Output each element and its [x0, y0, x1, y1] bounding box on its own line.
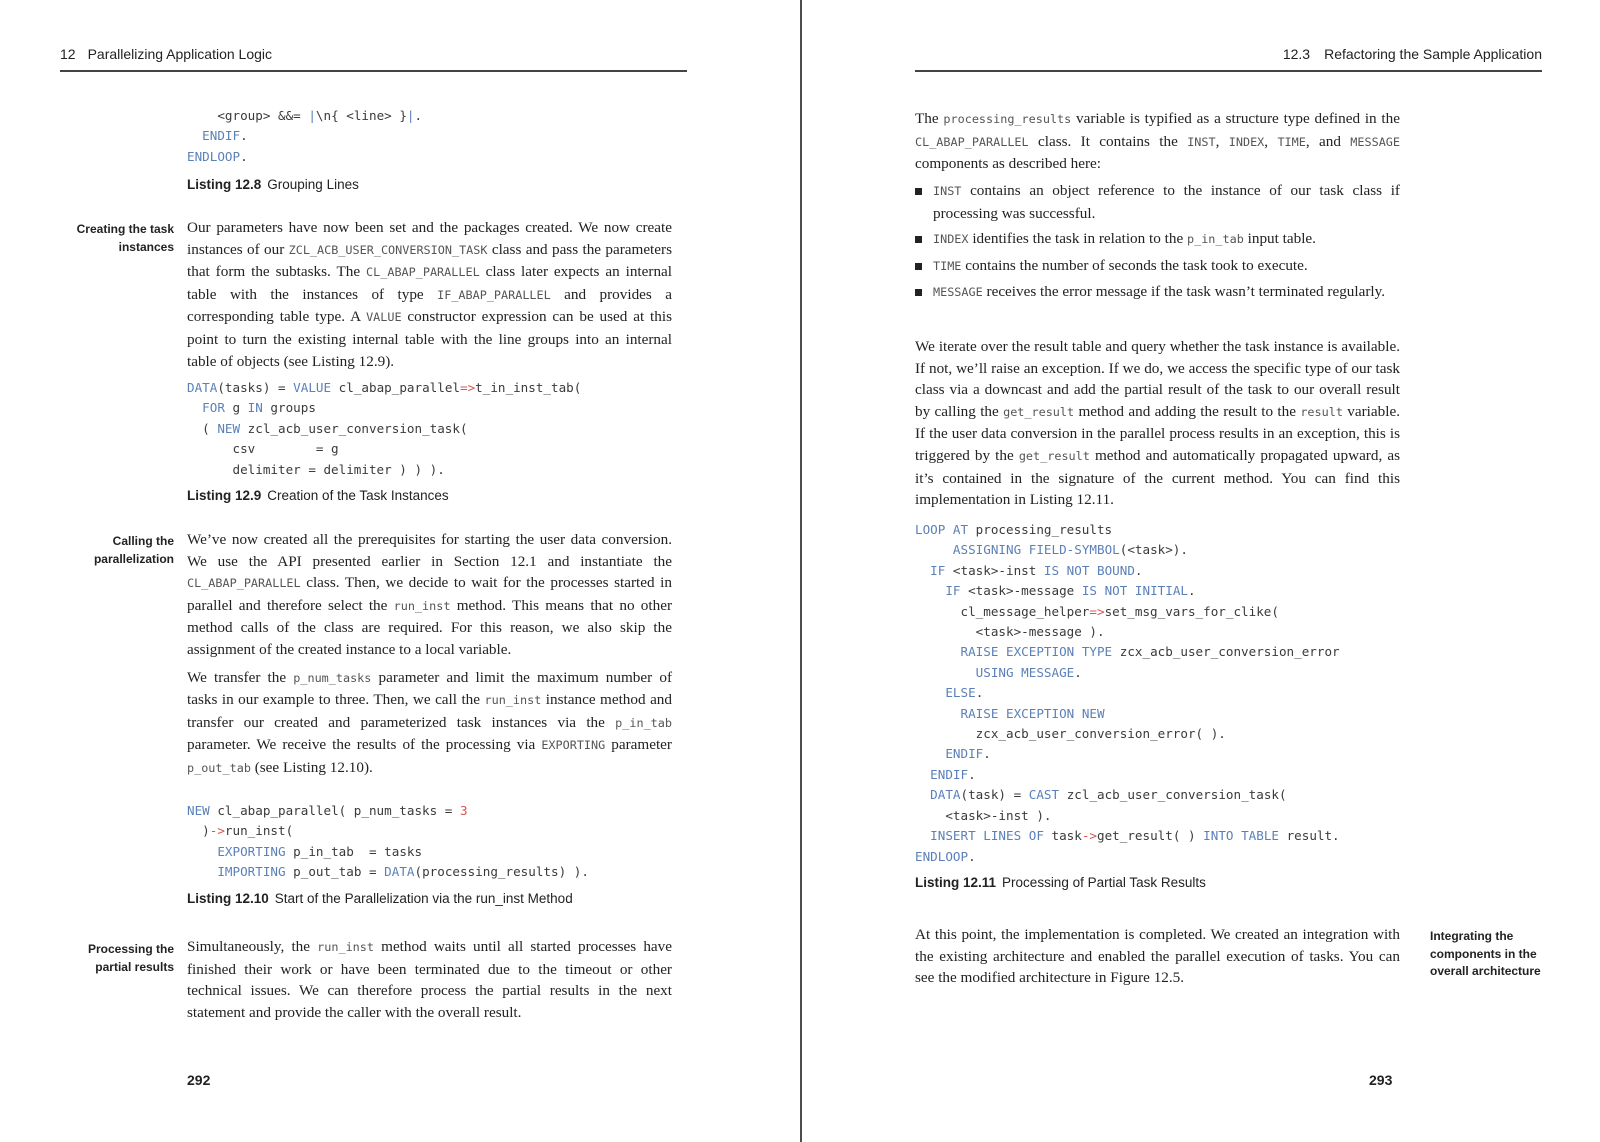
margin-note-creating: Creating the task instances	[76, 222, 174, 254]
code-block	[187, 106, 422, 167]
section-number: 12.3	[1282, 46, 1311, 62]
listing-12-11	[915, 520, 1340, 890]
listing-caption	[187, 891, 589, 906]
bullet-icon	[915, 188, 922, 195]
code-line: ENDIF.	[930, 766, 976, 782]
list-item: MESSAGE receives the error message if the task wasn’t terminated regularly.	[915, 281, 1400, 304]
margin-note-integrating: Integrating the components in the overall architecture	[1430, 929, 1541, 978]
bullet-icon	[915, 289, 922, 296]
code-line: ENDIF.	[202, 128, 248, 144]
caption-label: Listing 12.8	[187, 177, 262, 193]
listing-12-10	[187, 801, 589, 906]
code-line: <group> &&= |\n{ <line> }|.	[187, 108, 423, 123]
components-list	[915, 180, 1400, 308]
code-line: ENDLOOP.	[915, 848, 976, 864]
code-line: cl_message_helper=>set_msg_vars_for_clike(	[915, 603, 1279, 619]
code-line: )->run_inst(	[187, 823, 294, 839]
bullet-icon	[915, 236, 922, 243]
code-line: DATA(tasks) = VALUE cl_abap_parallel=>t_in_inst_tab(	[187, 380, 582, 395]
code-line: IF <task>-inst IS NOT BOUND.	[930, 562, 1143, 578]
code-line: FOR g IN groups	[202, 400, 316, 416]
paragraph-calling: We’ve now created all the prerequisites for starting the user data conversion. We use the API presented earlier in Section 12.1 and instantiate the CL_ABAP_PARALLEL class. Then, we decide to wait for the processes started in parallel and therefore select the run_inst method. This means that no other method calls of the class are required. For this reason, we also skip the assignment of the created instance to a local variable. We transfer the p_num_tasks parameter and limit the maximum number of tasks in our example to three. Then, we call the run_inst instance method and transfer our created and parameterized task instances via the p_in_tab parameter. We receive the results of the processing via EXPORTING parameter p_out_tab (see Listing 12.10).	[187, 531, 673, 776]
code-line: EXPORTING p_in_tab = tasks	[217, 843, 423, 859]
code-line: ( NEW zcl_acb_user_conversion_task(	[187, 420, 468, 436]
code-line: RAISE EXCEPTION TYPE zcx_acb_user_conversion_error	[960, 644, 1340, 660]
listing-caption	[187, 488, 581, 503]
code-line: RAISE EXCEPTION NEW	[960, 705, 1105, 721]
bullet-icon	[915, 263, 922, 270]
running-head-section	[915, 46, 1542, 72]
code-line: IF <task>-message IS NOT INITIAL.	[945, 583, 1196, 599]
code-line: csv = g	[187, 441, 339, 457]
code-line: delimiter = delimiter ) ) ).	[187, 461, 445, 477]
caption-text: Processing of Partial Task Results	[1002, 874, 1206, 890]
running-head-chapter	[60, 46, 687, 72]
page-number: 293	[1369, 1072, 1393, 1088]
paragraph-processing: Simultaneously, the run_inst method waits until all started processes have finished their work or have been terminated due to the timeout or other technical issues. We can therefore process the partial results in the next statement and provide the caller with the overall result.	[187, 938, 672, 1021]
paragraph-creating: Our parameters have now been set and the packages created. We now create instances of our ZCL_ACB_USER_CONVERSION_TASK class and pass the parameters that form the subtasks. The CL_ABAP_PARALLEL class later expects an internal table with the instances of type IF_ABAP_PARALLEL and provides a corresponding table type. A VALUE constructor expression can be used at this point to turn the existing internal table with the line groups into an internal table of objects (see Listing 12.9).	[187, 219, 672, 370]
code-line: IMPORTING p_out_tab = DATA(processing_results) ).	[217, 864, 589, 880]
code-line: <task>-message ).	[915, 624, 1105, 640]
listing-12-9	[187, 378, 581, 503]
code-line: INSERT LINES OF task->get_result( ) INTO TABLE result.	[930, 828, 1340, 844]
listing-caption	[915, 875, 1340, 890]
code-block	[187, 378, 581, 480]
chapter-title: Parallelizing Application Logic	[87, 46, 273, 62]
caption-label: Listing 12.10	[187, 890, 269, 906]
margin-note-calling: Calling the parallelization	[93, 534, 174, 566]
page-number: 292	[187, 1072, 211, 1088]
code-line: DATA(task) = CAST zcl_acb_user_conversion_task(	[930, 787, 1287, 803]
code-line: ASSIGNING FIELD-SYMBOL(<task>).	[952, 542, 1188, 558]
code-line: ENDIF.	[945, 746, 991, 762]
caption-text: Start of the Parallelization via the run_inst Method	[274, 890, 573, 906]
list-item: INST contains an object reference to the instance of our task class if processing was successful.	[915, 180, 1400, 224]
code-line: USING MESSAGE.	[975, 664, 1082, 680]
listing-12-8	[187, 106, 422, 192]
paragraph-iterate: We iterate over the result table and query whether the task instance is available. If not, we’ll raise an exception. If we do, we access the specific type of our task class via a downcast and add the partial result of the task to our overall result by calling the get_result method and adding the result to the result variable. If the user data conversion in the parallel process results in an exception, this is triggered by the get_result method and automatically propagated upward, as it’s contained in the signature of the current method. You can find this implementation in Listing 12.11.	[915, 338, 1400, 509]
code-line: zcx_acb_user_conversion_error( ).	[915, 726, 1226, 742]
paragraph-intro: The processing_results variable is typified as a structure type defined in the CL_ABAP_PARALLEL class. It contains the INST, INDEX, TIME, and MESSAGE components as described here:	[915, 110, 1401, 173]
caption-label: Listing 12.11	[915, 874, 997, 890]
code-line: <task>-inst ).	[915, 807, 1052, 823]
right-page	[802, 0, 1600, 1142]
code-block	[915, 520, 1340, 867]
chapter-number: 12	[60, 46, 76, 62]
code-line: ELSE.	[945, 685, 984, 701]
list-item: TIME contains the number of seconds the task took to execute.	[915, 255, 1400, 278]
listing-caption	[187, 177, 422, 192]
caption-text: Creation of the Task Instances	[267, 488, 449, 504]
paragraph-integrating: At this point, the implementation is completed. We created an integration with the existing architecture and enabled the parallel execution of tasks. You can see the modified architecture in Figure 12.5.	[915, 926, 1400, 987]
code-block	[187, 801, 589, 883]
margin-note-processing: Processing the partial results	[87, 942, 174, 974]
caption-text: Grouping Lines	[267, 177, 359, 193]
code-line: NEW cl_abap_parallel( p_num_tasks = 3	[187, 803, 468, 818]
caption-label: Listing 12.9	[187, 488, 262, 504]
section-title: Refactoring the Sample Application	[1324, 46, 1542, 62]
code-line: ENDLOOP.	[187, 148, 248, 164]
list-item: INDEX identifies the task in relation to the p_in_tab input table.	[915, 228, 1400, 251]
code-line: LOOP AT processing_results	[915, 522, 1113, 537]
